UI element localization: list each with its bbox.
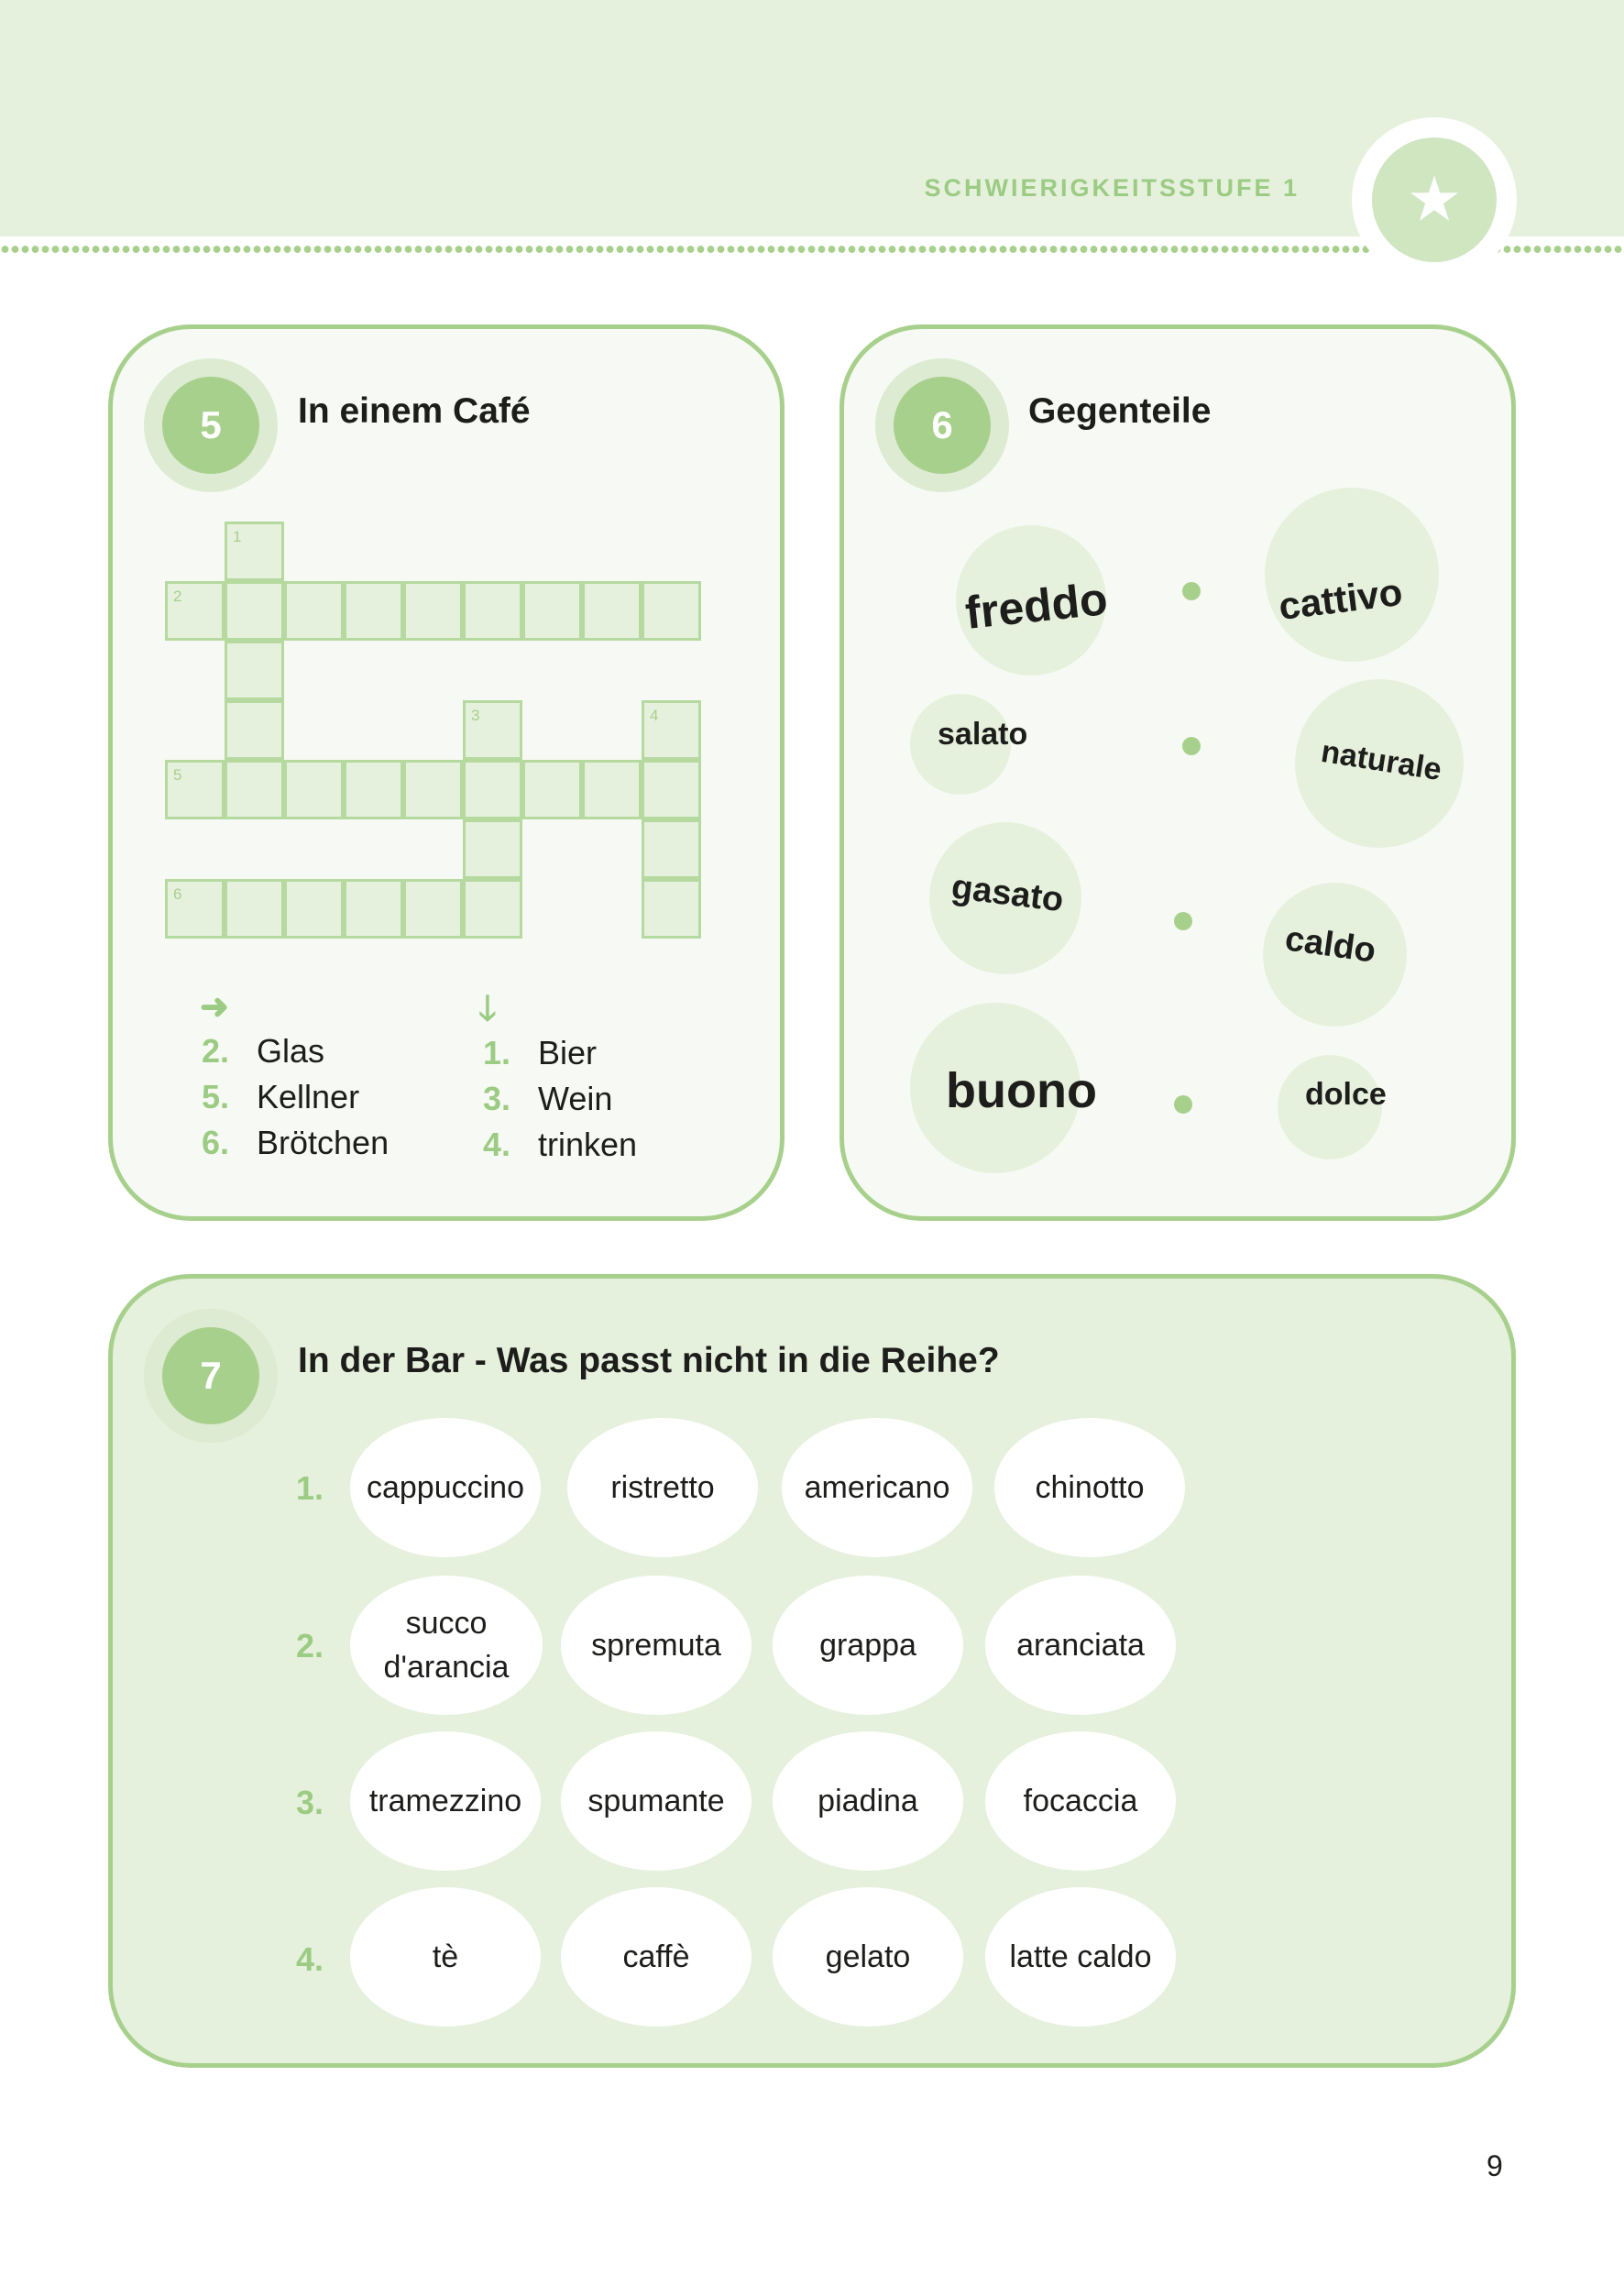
answer-option[interactable]: tramezzino: [350, 1731, 541, 1871]
page-number: 9: [1487, 2149, 1503, 2182]
answer-option[interactable]: gelato: [773, 1887, 963, 2027]
row-number: 2.: [296, 1627, 324, 1664]
row-number: 1.: [296, 1469, 324, 1507]
connector-dot[interactable]: [1182, 737, 1201, 755]
answer-option[interactable]: aranciata: [985, 1576, 1176, 1715]
crossword-cell[interactable]: [642, 819, 701, 879]
clue-number: 3: [471, 707, 480, 724]
star-icon: ★: [1372, 137, 1497, 262]
crossword-cell[interactable]: [642, 879, 701, 939]
exercise-7-number: 7: [162, 1327, 259, 1424]
row-number: 4.: [296, 1940, 324, 1978]
crossword-cell[interactable]: [582, 760, 642, 819]
answer-option[interactable]: focaccia: [985, 1731, 1176, 1871]
answer-option[interactable]: piadina: [773, 1731, 963, 1871]
crossword-cell[interactable]: [344, 581, 403, 641]
connector-dot[interactable]: [1182, 582, 1201, 600]
clue-down-3: 3. Wein: [483, 1080, 613, 1117]
exercise-6-title: Gegenteile: [1028, 391, 1212, 431]
crossword-cell[interactable]: [225, 879, 284, 939]
crossword-cell[interactable]: [225, 522, 284, 581]
answer-option[interactable]: grappa: [773, 1576, 963, 1715]
difficulty-level-label: SCHWIERIGKEITSSTUFE 1: [924, 174, 1300, 202]
arrow-down-icon: 🡓: [478, 990, 497, 1028]
exercise-5-number: 5: [162, 377, 259, 474]
word-dolce[interactable]: dolce: [1305, 1077, 1387, 1112]
exercise-7-title: In der Bar - Was passt nicht in die Reihe?: [298, 1341, 1000, 1380]
clue-down-4: 4. trinken: [483, 1126, 638, 1163]
clue-down-1: 1. Bier: [483, 1034, 598, 1071]
clue-number: 4: [650, 707, 659, 724]
answer-option[interactable]: caffè: [561, 1887, 752, 2027]
answer-option[interactable]: chinotto: [994, 1418, 1185, 1557]
clue-number: 5: [173, 766, 182, 784]
word-freddo[interactable]: freddo: [962, 573, 1111, 639]
clue-number: 2: [173, 588, 182, 605]
crossword-cell[interactable]: [463, 700, 522, 760]
crossword-cell[interactable]: [344, 879, 403, 939]
row-number: 3.: [296, 1784, 324, 1821]
exercise-7-badge: [144, 1309, 278, 1443]
crossword-cell[interactable]: [463, 581, 522, 641]
answer-option[interactable]: latte caldo: [985, 1887, 1176, 2027]
exercise-5-title: In einem Café: [298, 391, 531, 431]
word-gasato[interactable]: gasato: [949, 867, 1066, 920]
crossword-cell[interactable]: [284, 581, 344, 641]
crossword-cell[interactable]: [642, 581, 701, 641]
crossword-cell[interactable]: [463, 879, 522, 939]
clue-across-5: 5. Kellner: [202, 1078, 360, 1115]
crossword-cell[interactable]: [225, 760, 284, 819]
word-cattivo[interactable]: cattivo: [1276, 569, 1405, 629]
arrow-right-icon: ➜: [200, 988, 229, 1027]
crossword-cell[interactable]: [225, 581, 284, 641]
crossword-cell[interactable]: [403, 879, 463, 939]
crossword-cell[interactable]: [642, 700, 701, 760]
crossword-cell[interactable]: [522, 760, 582, 819]
answer-option[interactable]: spumante: [561, 1731, 752, 1871]
answer-option[interactable]: ristretto: [567, 1418, 758, 1557]
exercise-5-badge: [144, 358, 278, 492]
answer-option[interactable]: succo d'arancia: [350, 1576, 543, 1715]
crossword-cell[interactable]: [225, 641, 284, 700]
crossword-cell[interactable]: [582, 581, 642, 641]
crossword-cell[interactable]: [284, 760, 344, 819]
exercise-6-badge: [875, 358, 1009, 492]
connector-dot[interactable]: [1174, 912, 1192, 930]
word-caldo[interactable]: caldo: [1282, 919, 1378, 971]
crossword-cell[interactable]: [225, 700, 284, 760]
crossword-cell[interactable]: [165, 581, 225, 641]
word-buono[interactable]: buono: [946, 1063, 1097, 1118]
connector-dot[interactable]: [1174, 1095, 1192, 1114]
crossword-cell[interactable]: [463, 819, 522, 879]
word-salato[interactable]: salato: [938, 717, 1028, 752]
answer-option[interactable]: tè: [350, 1887, 541, 2027]
crossword-cell[interactable]: [463, 760, 522, 819]
exercise-6-number: 6: [894, 377, 991, 474]
crossword-cell[interactable]: [165, 760, 225, 819]
crossword-cell[interactable]: [522, 581, 582, 641]
answer-option[interactable]: americano: [782, 1418, 972, 1557]
clue-number: 6: [173, 885, 182, 903]
word-naturale[interactable]: naturale: [1318, 733, 1444, 788]
word-bubble: [1265, 488, 1439, 662]
crossword-cell[interactable]: [403, 581, 463, 641]
crossword-cell[interactable]: [344, 760, 403, 819]
clue-number: 1: [233, 528, 242, 545]
answer-option[interactable]: spremuta: [561, 1576, 752, 1715]
crossword-cell[interactable]: [165, 879, 225, 939]
answer-option[interactable]: cappuccino: [350, 1418, 541, 1557]
clue-across-2: 2. Glas: [202, 1032, 325, 1070]
clue-across-6: 6. Brötchen: [202, 1124, 390, 1161]
crossword-cell[interactable]: [284, 879, 344, 939]
crossword-cell[interactable]: [642, 760, 701, 819]
crossword-cell[interactable]: [403, 760, 463, 819]
